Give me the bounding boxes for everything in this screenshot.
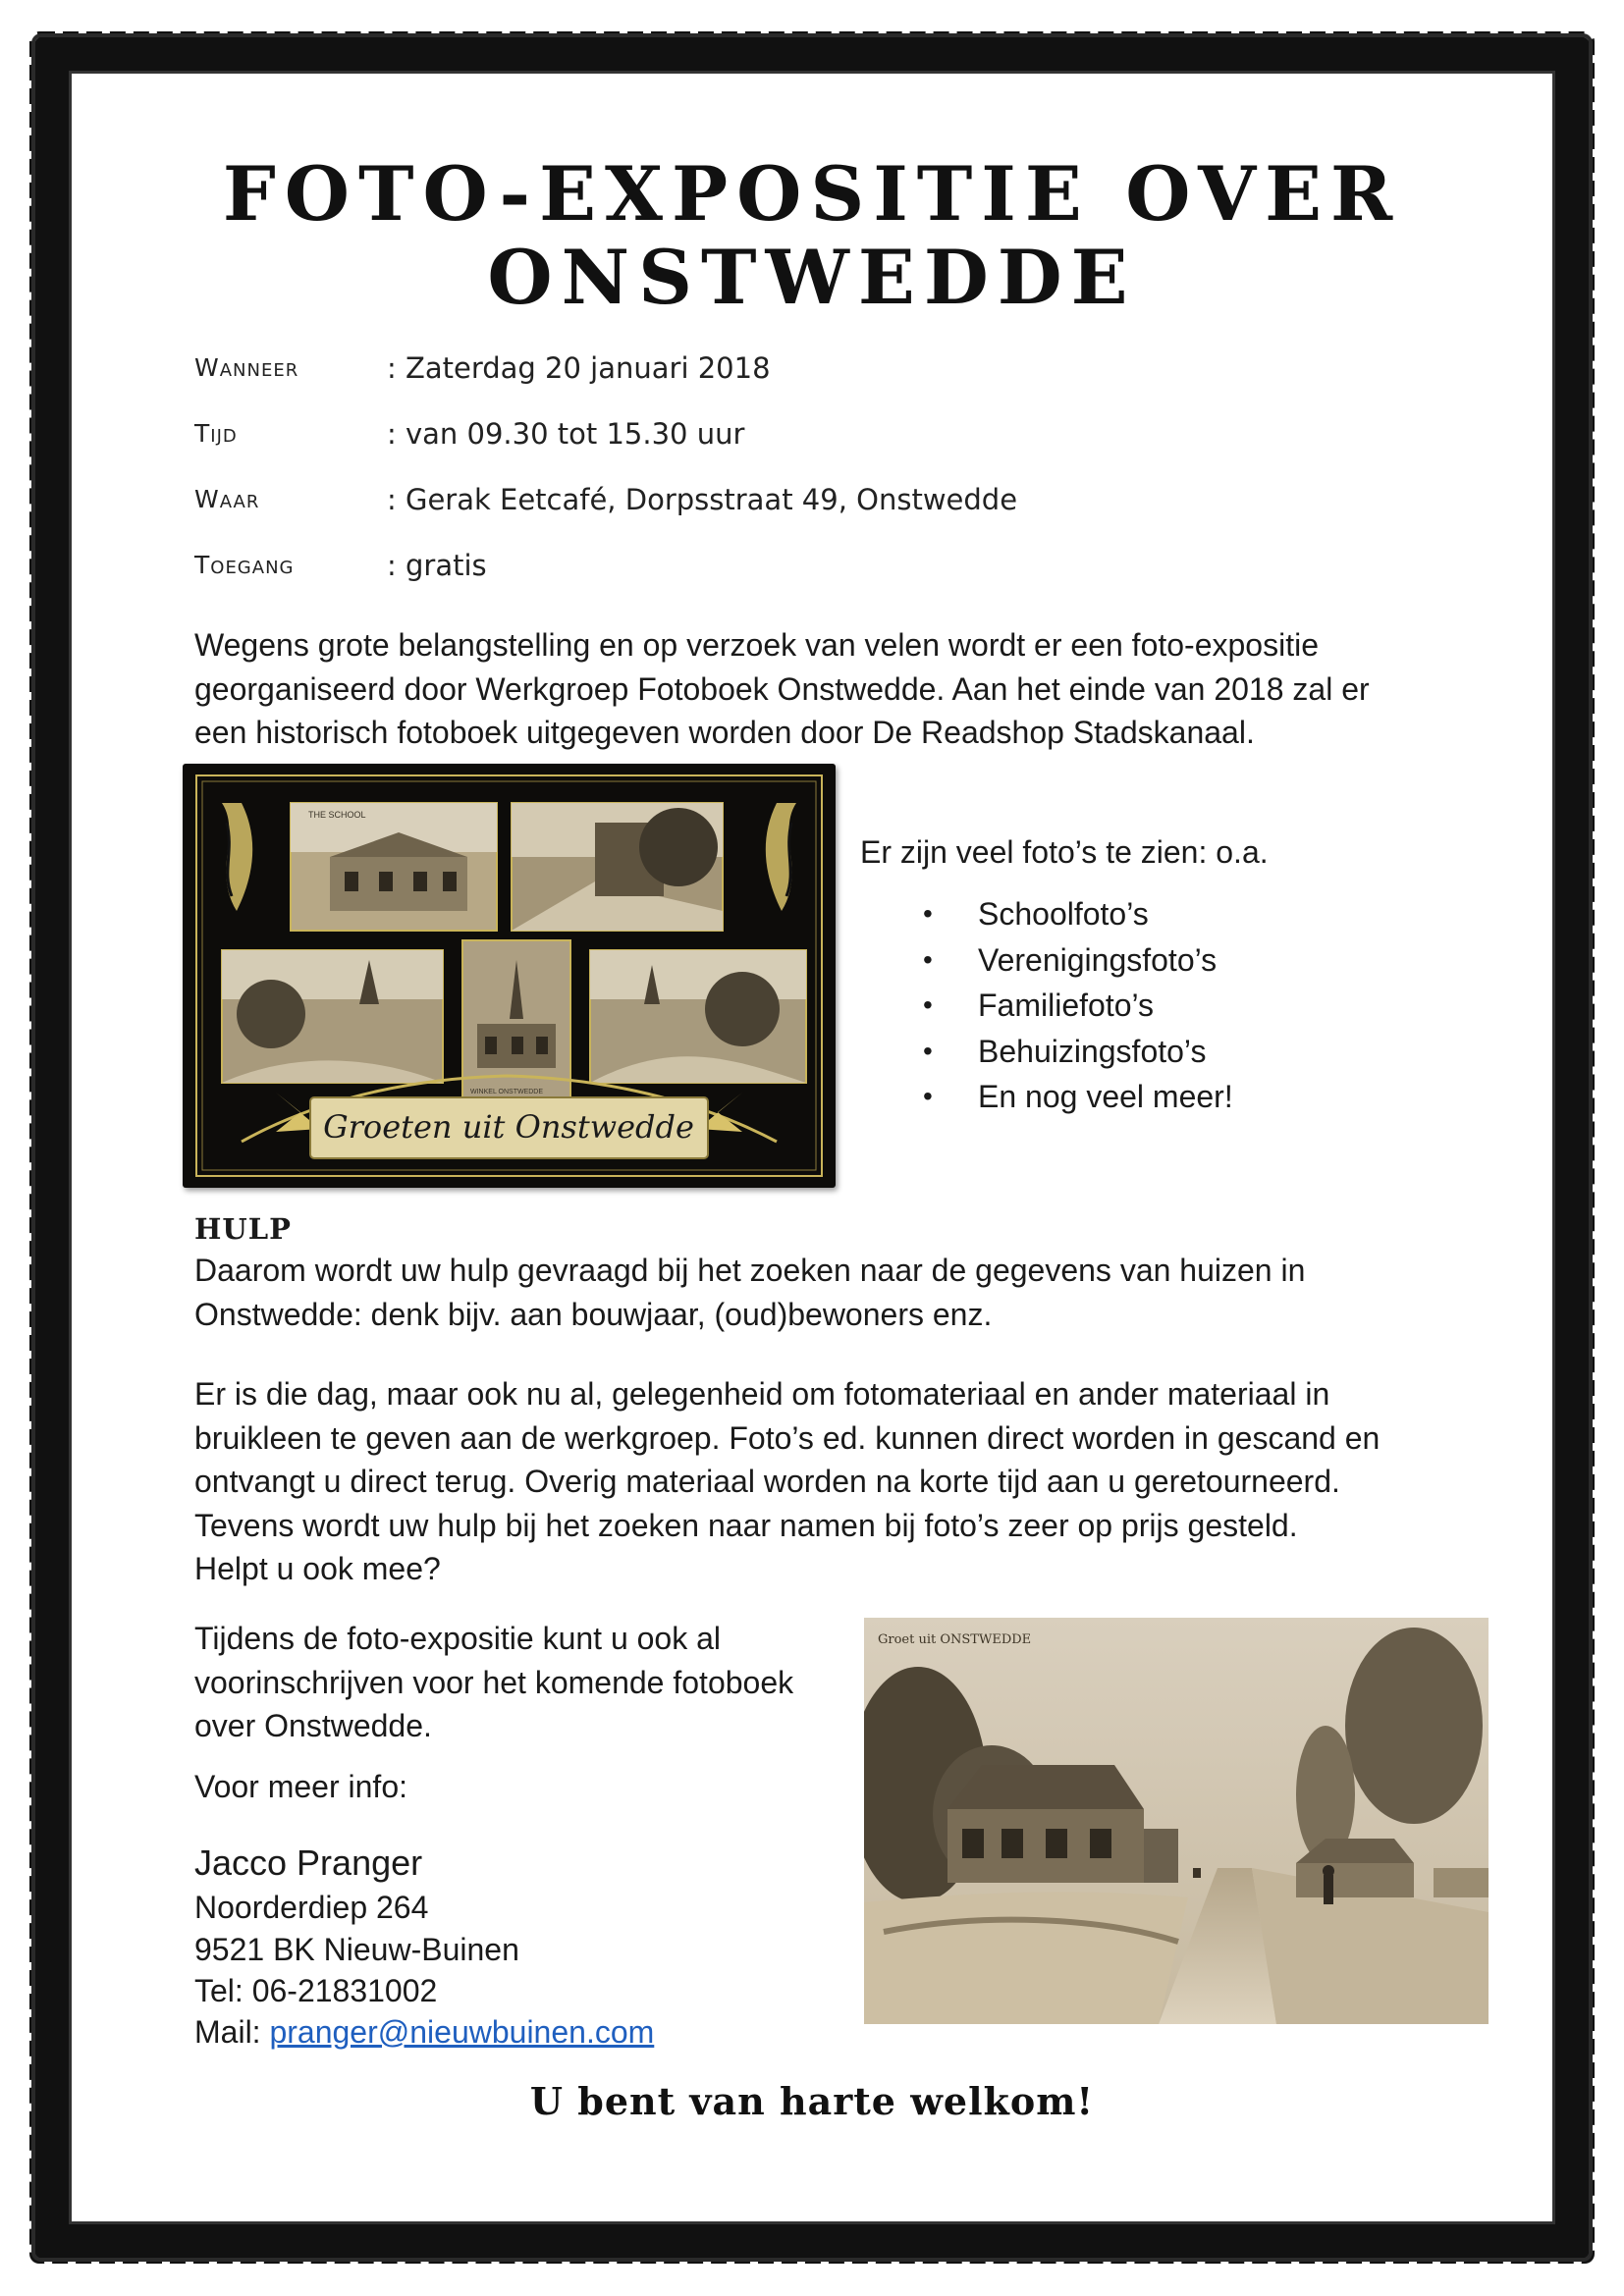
info-value: : gratis	[387, 549, 487, 582]
text-line: Helpt u ook mee?	[194, 1551, 441, 1586]
photo-list-intro: Er zijn veel foto’s te zien: o.a.	[860, 834, 1269, 870]
street-photo	[864, 1618, 1489, 2024]
list-item: • Behuizingsfoto’s	[921, 1029, 1233, 1075]
email-link[interactable]: pranger@nieuwbuinen.com	[269, 2014, 655, 2050]
postcard-artwork	[183, 764, 836, 1188]
welcome-message: U bent van harte welkom!	[529, 2079, 1095, 2123]
list-item: • Verenigingsfoto’s	[921, 937, 1233, 984]
list-item: • Familiefoto’s	[921, 983, 1233, 1029]
info-value: : Zaterdag 20 januari 2018	[387, 351, 771, 385]
info-value: : van 09.30 tot 15.30 uur	[387, 417, 745, 451]
hulp-heading: HULP	[194, 1212, 292, 1246]
contact-phone: Tel: 06-21831002	[194, 1973, 438, 2008]
text-line: een historisch fotoboek uitgegeven worden door De Readshop Stadskanaal.	[194, 715, 1255, 750]
intro-paragraph	[194, 623, 1471, 755]
postcard-caption: Groeten uit Onstwedde	[323, 1108, 694, 1146]
text-line: Er is die dag, maar ook nu al, gelegenheid om fotomateriaal en ander materiaal in	[194, 1376, 1330, 1412]
info-key: Tijd	[194, 419, 238, 448]
postcard-label-2: WINKEL ONSTWEDDE	[470, 1089, 544, 1095]
more-info-label: Voor meer info:	[194, 1769, 407, 1804]
photo-caption: Groet uit ONSTWEDDE	[878, 1632, 1032, 1647]
list-item: • Schoolfoto’s	[921, 891, 1233, 937]
text-line: georganiseerd door Werkgroep Fotoboek Onstwedde. Aan het einde van 2018 zal er	[194, 670, 1370, 707]
street-photo-artwork	[864, 1618, 1489, 2024]
info-value: : Gerak Eetcafé, Dorpsstraat 49, Onstwedde	[387, 483, 1018, 516]
contact-mail-row	[194, 2011, 654, 2053]
contact-street: Noorderdiep 264	[194, 1890, 429, 1925]
page-title-line2: ONSTWEDDE	[487, 234, 1137, 321]
text-line: Daarom wordt uw hulp gevraagd bij het zoeken naar de gegevens van huizen in	[194, 1253, 1306, 1288]
text-line: ontvangt u direct terug. Overig materiaal worden na korte tijd aan u geretourneerd.	[194, 1464, 1340, 1499]
mail-label: Mail:	[194, 2014, 270, 2050]
text-line: Onstwedde: denk bijv. aan bouwjaar, (oud)bewoners enz.	[194, 1296, 993, 1332]
text-line: bruikleen te geven aan de werkgroep. Foto’s ed. kunnen direct worden in gescand en	[194, 1419, 1380, 1456]
postcard-label-1: THE SCHOOL	[308, 810, 366, 820]
info-key: Waar	[194, 485, 260, 513]
preorder-paragraph	[194, 1617, 842, 1748]
hulp-paragraph-1	[194, 1249, 1471, 1336]
text-line: Tevens wordt uw hulp bij het zoeken naar namen bij foto’s zeer op prijs gesteld.	[194, 1507, 1298, 1543]
text-line: Wegens grote belangstelling en op verzoek van velen wordt er een foto-expositie	[194, 627, 1319, 663]
text-line: over Onstwedde.	[194, 1708, 432, 1743]
page-title-line1: FOTO-EXPOSITIE OVER	[222, 150, 1402, 238]
text-line: voorinschrijven voor het komende fotoboek	[194, 1664, 794, 1700]
hulp-paragraph-2	[194, 1372, 1471, 1591]
postcard-image	[183, 764, 836, 1188]
info-key: Wanneer	[194, 353, 299, 382]
list-item: • En nog veel meer!	[921, 1074, 1233, 1120]
contact-city: 9521 BK Nieuw-Buinen	[194, 1932, 519, 1967]
photo-type-list	[921, 891, 1233, 1120]
text-line: Tijdens de foto-expositie kunt u ook al	[194, 1621, 722, 1656]
contact-name: Jacco Pranger	[194, 1842, 423, 1883]
info-key: Toegang	[194, 551, 295, 579]
